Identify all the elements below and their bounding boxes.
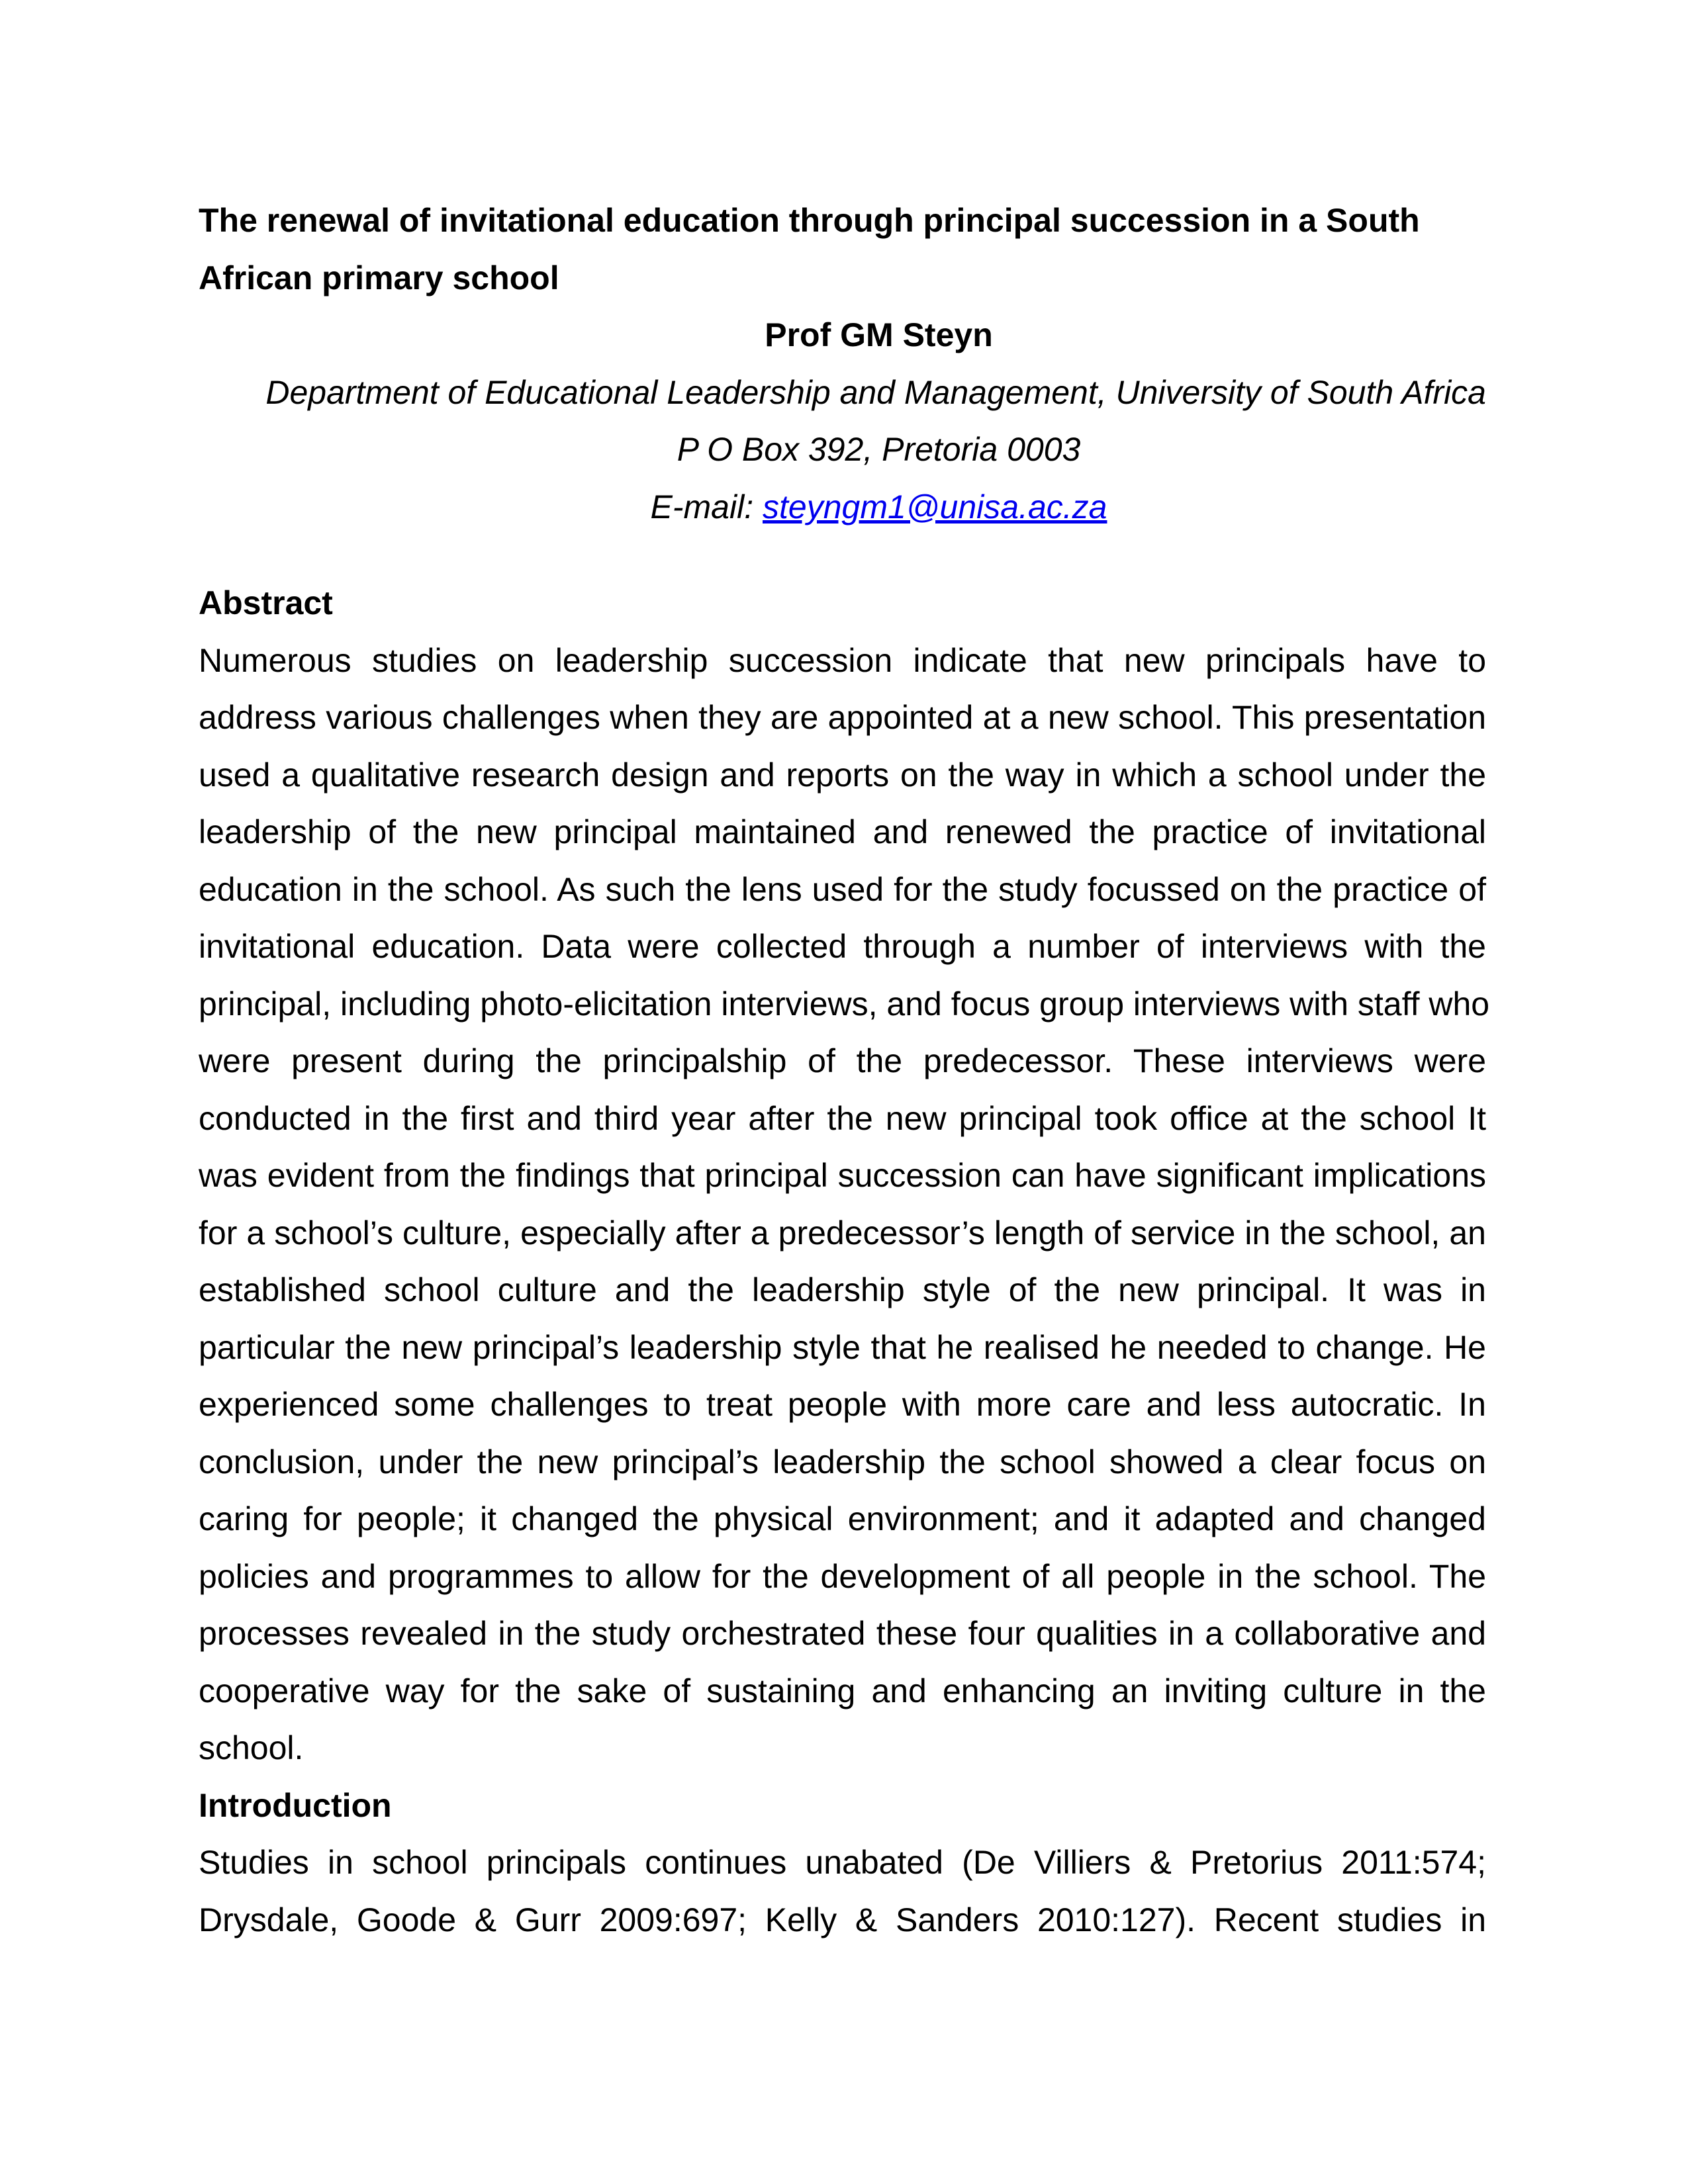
abstract-line: invitational education. Data were collected through a number of interviews with the <box>199 928 1486 965</box>
abstract-line: were present during the principalship of the predecessor. These interviews were <box>199 1042 1486 1079</box>
abstract-line: Numerous studies on leadership succession indicate that new principals have to <box>199 641 1486 679</box>
paper-title <box>199 192 1486 306</box>
author-email <box>199 478 1486 536</box>
abstract-line: experienced some challenges to treat people with more care and less autocratic. In <box>199 1386 1486 1423</box>
abstract-line: principal, including photo-elicitation interviews, and focus group interviews with staff who <box>199 985 1490 1023</box>
paper-title-line-2: African primary school <box>199 259 559 296</box>
abstract-line: was evident from the findings that principal succession can have significant implications <box>199 1157 1486 1194</box>
abstract-line: cooperative way for the sake of sustaining and enhancing an inviting culture in the <box>199 1672 1486 1709</box>
author-affiliation: Department of Educational Leadership and Management, University of South Africa <box>265 373 1486 411</box>
abstract-line: established school culture and the leadership style of the new principal. It was in <box>199 1271 1486 1308</box>
abstract-line: conclusion, under the new principal’s leadership the school showed a clear focus on <box>199 1443 1486 1480</box>
abstract-line: caring for people; it changed the physical environment; and it adapted and changed <box>199 1500 1486 1537</box>
abstract-line: policies and programmes to allow for the development of all people in the school. The <box>199 1557 1486 1595</box>
abstract-line: for a school’s culture, especially after a predecessor’s length of service in the school, an <box>199 1214 1486 1251</box>
paper-title-line-1: The renewal of invitational education through principal succession in a South <box>199 202 1420 239</box>
abstract-line: used a qualitative research design and reports on the way in which a school under the <box>199 756 1486 794</box>
abstract-body <box>199 632 1490 1777</box>
abstract-line: conducted in the first and third year after the new principal took office at the school It <box>199 1099 1486 1137</box>
introduction-line: Studies in school principals continues unabated (De Villiers & Pretorius 2011:574; <box>199 1844 1486 1881</box>
introduction-line: Drysdale, Goode & Gurr 2009:697; Kelly & Sanders 2010:127). Recent studies in <box>199 1901 1486 1938</box>
abstract-line: education in the school. As such the lens used for the study focussed on the practice of <box>199 870 1486 908</box>
author-name: Prof GM Steyn <box>765 316 993 353</box>
abstract-line: school. <box>199 1729 304 1766</box>
introduction-body <box>199 1834 1486 1948</box>
introduction-heading: Introduction <box>199 1786 392 1824</box>
author-address: P O Box 392, Pretoria 0003 <box>677 431 1081 468</box>
abstract-line: address various challenges when they are appointed at a new school. This presentation <box>199 699 1486 736</box>
abstract-line: processes revealed in the study orchestrated these four qualities in a collaborative and <box>199 1615 1486 1652</box>
email-link[interactable]: steyngm1@unisa.ac.za <box>763 488 1107 525</box>
email-label: E-mail: <box>650 488 754 525</box>
abstract-line: particular the new principal’s leadership style that he realised he needed to change. He <box>199 1328 1486 1366</box>
abstract-heading: Abstract <box>199 584 333 621</box>
document-page <box>199 192 1490 1948</box>
abstract-line: leadership of the new principal maintained and renewed the practice of invitational <box>199 813 1486 850</box>
